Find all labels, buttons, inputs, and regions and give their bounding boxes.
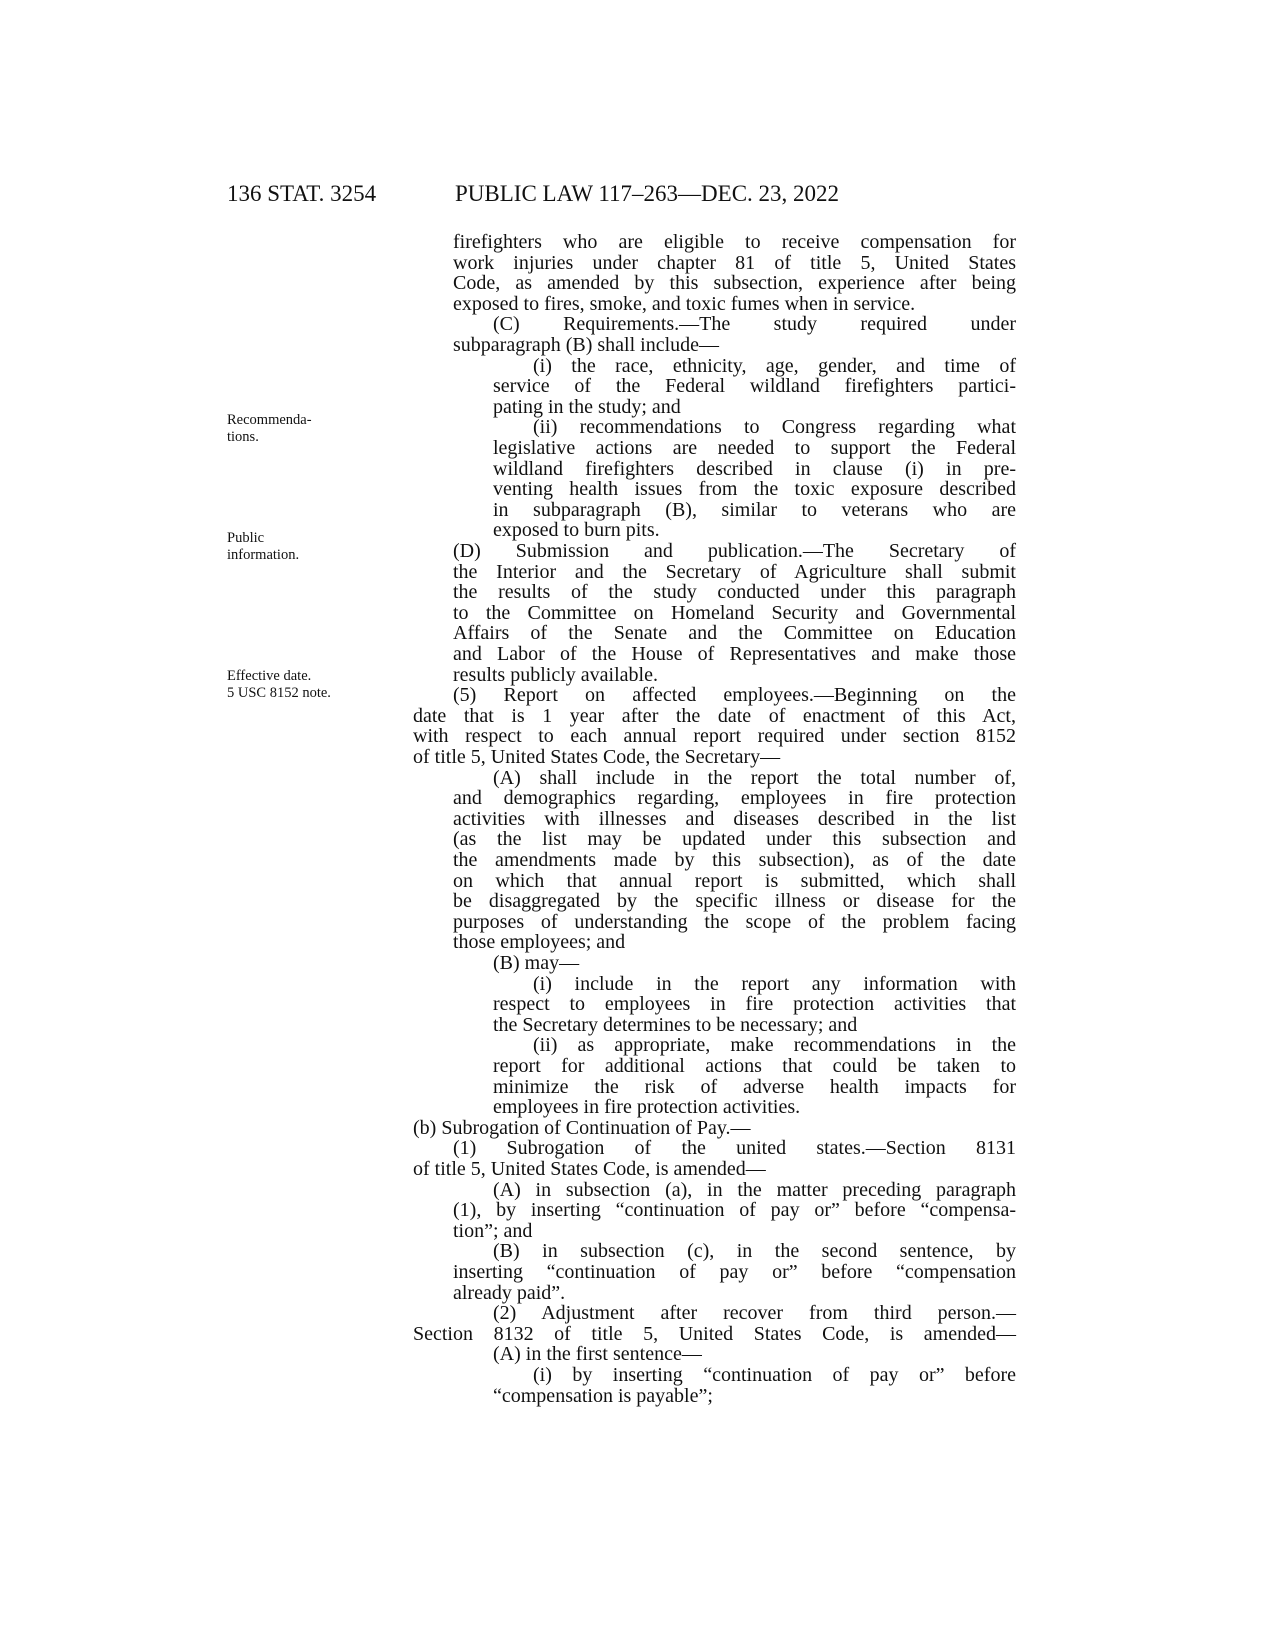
body-line: (i) include in the report any information with <box>533 972 1016 995</box>
body-line: Code, as amended by this subsection, experience after being <box>453 272 1016 295</box>
body-line: pating in the study; and <box>493 395 681 418</box>
body-line: subparagraph (B) shall include— <box>453 334 720 356</box>
body-line: service of the Federal wildland firefighters partici- <box>493 375 1016 398</box>
body-line: to the Committee on Homeland Security and Governmental <box>453 601 1016 624</box>
body-line: on which that annual report is submitted, which shall <box>453 869 1016 892</box>
body-line: work injuries under chapter 81 of title 5, United States <box>453 251 1016 274</box>
body-line: (as the list may be updated under this subsection and <box>453 828 1016 851</box>
body-line: the Interior and the Secretary of Agriculture shall submit <box>453 560 1016 583</box>
body-line: results publicly available. <box>453 663 658 686</box>
public-law-header: PUBLIC LAW 117–263—DEC. 23, 2022 <box>455 181 840 206</box>
body-line: (ii) recommendations to Congress regarding what <box>533 416 1016 439</box>
body-line: (D) Submission and publication.—The Secretary of <box>453 540 1016 562</box>
margin-note-line: information. <box>227 547 300 563</box>
body-line: of title 5, United States Code, the Secretary— <box>413 746 781 768</box>
body-line: (1) Subrogation of the united states.—Section 8131 <box>453 1137 1016 1160</box>
margin-note-line: Public <box>227 530 265 546</box>
body-line: of title 5, United States Code, is amended— <box>413 1158 766 1180</box>
body-line: (B) may— <box>493 952 580 974</box>
body-line: Section 8132 of title 5, United States Code, is amended— <box>413 1322 1016 1345</box>
body-line: the amendments made by this subsection), as of the date <box>453 849 1016 871</box>
body-line: legislative actions are needed to support the Federal <box>493 437 1016 459</box>
body-line: the results of the study conducted under this paragraph <box>453 581 1016 604</box>
body-line: (1), by inserting “continuation of pay or” before “compensa- <box>453 1199 1016 1222</box>
body-line: be disaggregated by the specific illness or disease for the <box>453 890 1016 913</box>
body-line: the Secretary determines to be necessary; and <box>493 1013 858 1036</box>
body-line: (b) Subrogation of Continuation of Pay.— <box>413 1116 751 1139</box>
body-line: venting health issues from the toxic exposure described <box>493 478 1016 501</box>
margin-note-line: 5 USC 8152 note. <box>227 685 331 701</box>
body-line: employees in fire protection activities. <box>493 1096 801 1119</box>
body-line: minimize the risk of adverse health impacts for <box>493 1075 1016 1098</box>
body-line: (5) Report on affected employees.—Beginning on the <box>453 684 1016 707</box>
body-line: Affairs of the Senate and the Committee on Education <box>453 622 1016 645</box>
body-line: (A) shall include in the report the total number of, <box>493 766 1016 789</box>
body-line: “compensation is payable”; <box>493 1384 713 1407</box>
body-line: purposes of understanding the scope of the problem facing <box>453 910 1016 933</box>
body-line: exposed to fires, smoke, and toxic fumes when in service. <box>453 292 916 315</box>
body-line: respect to employees in fire protection activities that <box>493 993 1016 1016</box>
body-line: (B) in subsection (c), in the second sentence, by <box>493 1240 1016 1263</box>
body-line: in subparagraph (B), similar to veterans who are <box>493 498 1016 521</box>
margin-note-line: Effective date. <box>227 668 312 684</box>
margin-note-effective-date <box>227 668 331 702</box>
body-line: and Labor of the House of Representatives and make those <box>453 643 1016 665</box>
body-line: (2) Adjustment after recover from third person.— <box>493 1302 1016 1325</box>
body-line: (A) in the first sentence— <box>493 1343 702 1366</box>
body-line: tion”; and <box>453 1219 533 1242</box>
body-line: wildland firefighters described in clause (i) in pre- <box>493 457 1016 480</box>
body-line: (C) Requirements.—The study required under <box>493 313 1016 336</box>
margin-note-line: tions. <box>227 429 259 445</box>
body-line: and demographics regarding, employees in fire protection <box>453 787 1016 810</box>
body-line: (ii) as appropriate, make recommendations in the <box>533 1034 1016 1057</box>
body-line: firefighters who are eligible to receive compensation for <box>453 231 1016 253</box>
body-line: (i) by inserting “continuation of pay or” before <box>533 1364 1016 1386</box>
body-line: (i) the race, ethnicity, age, gender, and time of <box>533 354 1016 377</box>
body-line: already paid”. <box>453 1281 566 1304</box>
margin-note-recommendations <box>227 412 312 446</box>
body-line: with respect to each annual report required under section 8152 <box>413 725 1016 748</box>
body-line: (A) in subsection (a), in the matter preceding paragraph <box>493 1178 1016 1201</box>
body-line: activities with illnesses and diseases described in the list <box>453 807 1016 830</box>
body-line: report for additional actions that could be taken to <box>493 1055 1016 1077</box>
margin-note-public-information <box>227 530 299 564</box>
body-line: date that is 1 year after the date of enactment of this Act, <box>413 704 1016 727</box>
body-line: those employees; and <box>453 931 626 954</box>
margin-note-line: Recommenda- <box>227 412 312 428</box>
body-line: exposed to burn pits. <box>493 519 660 542</box>
body-line: inserting “continuation of pay or” before “compensation <box>453 1261 1016 1283</box>
statute-page-reference: 136 STAT. 3254 <box>227 181 377 206</box>
